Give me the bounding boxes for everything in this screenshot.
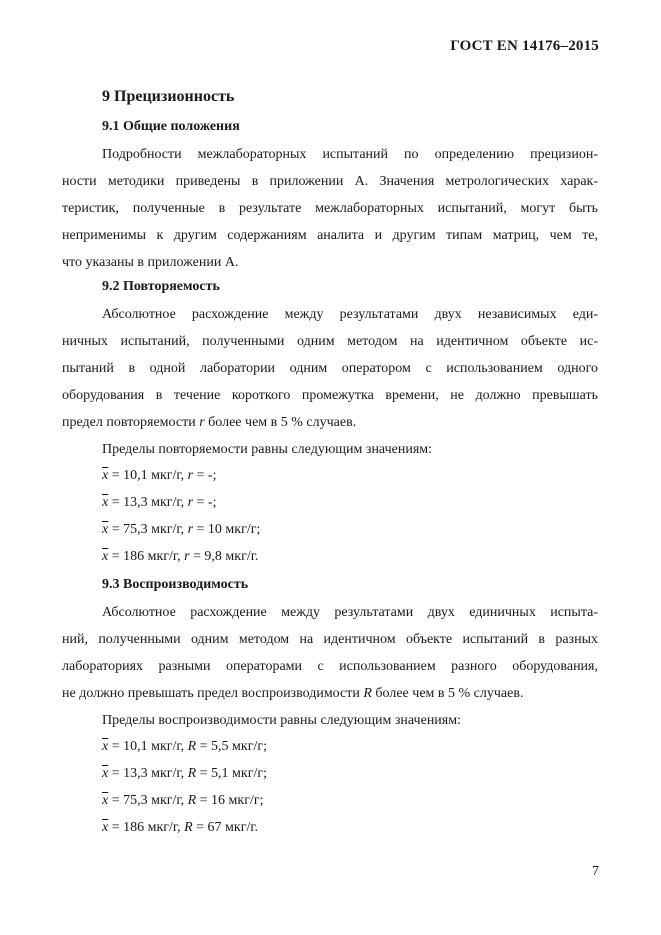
paragraph-line: Абсолютное расхождение между результатами двух независимых еди- [102, 307, 598, 322]
repeatability-symbol: r [199, 415, 205, 430]
paragraph-line: неприменимы к другим содержаниям аналита и другим типам матриц, чем те, [62, 228, 598, 243]
mean-symbol: $\overline{x}$ [102, 549, 109, 564]
paragraph-line: пытаний в одной лаборатории одним оператором с использованием одного [62, 361, 598, 376]
page-number: 7 [592, 864, 599, 879]
paragraph-line: лабораториях разными операторами с использованием разного оборудования, [62, 659, 598, 674]
paragraph-line: ности методики приведены в приложении А. Значения метрологических харак- [62, 174, 598, 189]
repeatability-value-row: $\overline{x} = 10,1$ мкг/г, r = -; [102, 468, 217, 483]
section-9-3-title: 9.3 Воспроизводимость [102, 577, 249, 592]
mean-symbol: $\overline{x}$ [102, 495, 109, 510]
section-9-2-title: 9.2 Повторяемость [102, 279, 220, 294]
mean-symbol: $\overline{x}$ [102, 468, 109, 483]
section-9-1-paragraph [62, 141, 598, 276]
reproducibility-value-row: $\overline{x} = 186$ мкг/г, R = 67 мкг/г. [102, 820, 258, 835]
paragraph-line: оборудования в течение короткого промежутка времени, не должно превышать [62, 388, 598, 403]
reproducibility-limits-intro: Пределы воспроизводимости равны следующим значениям: [102, 713, 461, 728]
mean-symbol: $\overline{x}$ [102, 522, 109, 537]
mean-symbol: $\overline{x}$ [102, 793, 109, 808]
repeatability-value-row: $\overline{x} = 13,3$ мкг/г, r = -; [102, 495, 217, 510]
paragraph-line: теристик, полученные в результате межлабораторных испытаний, могут быть [62, 201, 598, 216]
repeatability-value-row: $\overline{x} = 186$ мкг/г, r = 9,8 мкг/г. [102, 549, 259, 564]
mean-symbol: $\overline{x}$ [102, 739, 109, 754]
repeatability-value-row: $\overline{x} = 75,3$ мкг/г, r = 10 мкг/г; [102, 522, 261, 537]
paragraph-line: предел повторяемости r более чем в 5 % случаев. [62, 415, 357, 430]
mean-symbol: $\overline{x}$ [102, 820, 109, 835]
section-9-1-title: 9.1 Общие положения [102, 119, 240, 134]
paragraph-line: Подробности межлабораторных испытаний по определению прецизион- [102, 147, 598, 162]
paragraph-line: не должно превышать предел воспроизводимости R более чем в 5 % случаев. [62, 686, 524, 701]
section-9-2-paragraph [62, 301, 598, 436]
reproducibility-value-row: $\overline{x} = 10,1$ мкг/г, R = 5,5 мкг/г; [102, 739, 267, 754]
reproducibility-value-row: $\overline{x} = 13,3$ мкг/г, R = 5,1 мкг/г; [102, 766, 267, 781]
section-9-3-paragraph [62, 599, 598, 707]
paragraph-line: Абсолютное расхождение между результатами двух единичных испыта- [102, 605, 598, 620]
paragraph-line: что указаны в приложении А. [62, 255, 239, 270]
reproducibility-symbol: R [363, 686, 372, 701]
repeatability-limits-intro: Пределы повторяемости равны следующим значениям: [102, 442, 433, 457]
paragraph-line: ний, полученными одним методом на идентичном объекте испытаний в разных [62, 632, 598, 647]
document-code: ГОСТ EN 14176–2015 [450, 38, 599, 54]
section-9-title: 9 Прецизионность [102, 88, 235, 105]
reproducibility-value-row: $\overline{x} = 75,3$ мкг/г, R = 16 мкг/г; [102, 793, 264, 808]
mean-symbol: $\overline{x}$ [102, 766, 109, 781]
paragraph-line: ничных испытаний, полученными одним методом на идентичном объекте ис- [62, 334, 598, 349]
